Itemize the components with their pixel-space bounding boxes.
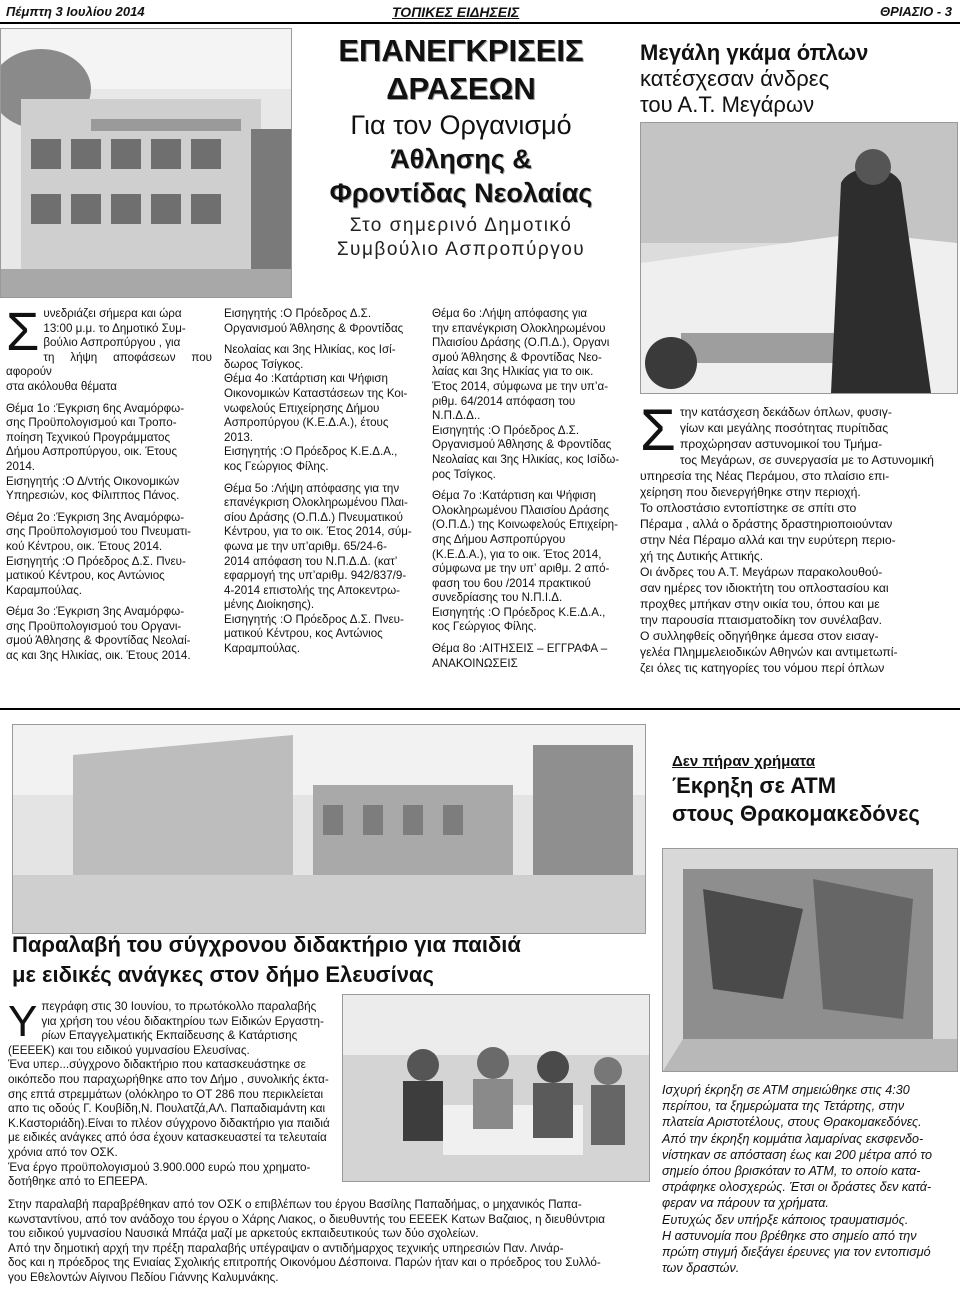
text-line: των δραστών. xyxy=(662,1261,740,1276)
article1-column-2-text xyxy=(224,307,420,657)
text-line: Θέμα 1ο :Έγκριση 6ης Αναμόρφω- xyxy=(6,401,185,415)
text-line: σης Προϋπολογισμού και Τροπο- xyxy=(6,416,177,430)
text-line: Ν.Π.Δ.Δ.. xyxy=(432,409,481,423)
text-line: μένης Διοίκησης). xyxy=(224,598,315,612)
text-line: ρος Τσίγκος. xyxy=(432,467,496,481)
text-line: σης Δήμου Ασπροπύργου xyxy=(432,532,566,546)
text-line: την κατάσχεση δεκάδων όπλων, φυσιγ- xyxy=(679,405,892,419)
text-line: απο τις οδούς Γ. Κουβίδη,Ν. Πουλατζά,ΑΛ. Παπαδιαμάντη και xyxy=(8,1102,326,1116)
text-line: 13:00 μ.μ. το Δημοτικό Συμ- xyxy=(43,321,186,335)
text-line: ποίηση Τεχνικού Προγράμματος xyxy=(6,430,171,444)
headline-line-2: ΔΡΑΣΕΩΝ xyxy=(386,71,536,106)
text-line: Καραμπούλας. xyxy=(224,642,301,656)
headline-line-3: Για τον Οργανισμό xyxy=(350,110,572,140)
text-line: σμού Άθλησης & Φροντίδας Νεο- xyxy=(432,350,602,364)
text-line: κωνσταντίνου, από τον ανάδοχο του έργου ο Χάρης Λιακος, ο διευθυντής του ΕΕΕΕΚ Κατων Βαζαιος, η διευθύντρια xyxy=(8,1212,605,1226)
article2-headline-line-2: κατέσχεσαν άνδρες xyxy=(640,66,830,91)
text-line: ματικού Κέντρου, κος Αντώνιος xyxy=(6,569,165,583)
text-line: Ασπροπύργου (Κ.Ε.Δ.Α.), έτους xyxy=(224,416,389,430)
article4-headline-line-2: στους Θρακομακεδόνες xyxy=(672,801,920,826)
text-line: σης Προϋπολογισμού του Οργανι- xyxy=(6,619,182,633)
article2-headline-line-3: του Α.Τ. Μεγάρων xyxy=(640,92,815,117)
text-line: κος Γεώργιος Φίλης. xyxy=(224,459,329,473)
text-line: με ειδικές ανάγκες από όσα έχουν κατασκευαστεί τα τελευταία xyxy=(8,1131,327,1145)
text-line: Θέμα 7ο :Κατάρτιση και Ψήφιση xyxy=(432,489,596,503)
text-line: Εισηγητής :Ο Πρόεδρος Δ.Σ. xyxy=(432,423,580,437)
text-line: ριθμ. 64/2014 απόφαση του xyxy=(432,394,576,408)
text-line: σίου Δράσης (Ο.Π.Δ.) Πνευματικού xyxy=(224,510,403,524)
text-line: στην Νέα Πέραμο αλλά και την ευρύτερη περιο- xyxy=(640,533,896,547)
text-line: Κέντρου, για το οικ. Έτος 2014, σύμ- xyxy=(224,525,412,539)
text-line: ζει όλες τις κατηγορίες του νόμου περί όπλων xyxy=(640,661,885,675)
text-line: Ο συλληφθείς οδηγήθηκε άμεσα στον εισαγ- xyxy=(640,629,879,643)
text-line: δωρος Τσίγκος. xyxy=(224,357,304,371)
text-line: χρόνια από τον ΟΣΚ. xyxy=(8,1145,118,1159)
text-line: Οι άνδρες του Α.Τ. Μεγάρων παρακολουθού- xyxy=(640,565,883,579)
section-title: ΤΟΠΙΚΕΣ ΕΙΔΗΣΕΙΣ xyxy=(392,4,520,20)
text-line: κος Γεώργιος Φίλης. xyxy=(432,620,537,634)
article3-body-text xyxy=(8,997,332,1190)
text-line: Ολοκληρωμένου Πλαισίου Δράσης xyxy=(432,503,610,517)
text-line: Θέμα 5ο :Λήψη απόφασης για την xyxy=(224,481,400,495)
text-line: νωφελούς Επιχείρησης Δήμου xyxy=(224,401,380,415)
text-line: σαν ημέρες τον ιδιοκτήτη του οπλοστασίου και xyxy=(640,581,889,595)
text-line: οικόπεδο που παραχωρήθηκε απο τον Δήμο , συνολικής έκτα- xyxy=(8,1072,329,1086)
text-line: Εισηγητής :Ο Δ/ντής Οικονομικών xyxy=(6,474,180,488)
article3-body-wide-text xyxy=(8,1198,648,1286)
headline-line-5: Φροντίδας Νεολαίας xyxy=(329,178,593,208)
headline-line-1: ΕΠΑΝΕΓΚΡΙΣΕΙΣ xyxy=(338,33,584,68)
section-rule xyxy=(0,708,960,710)
text-line: Ισχυρή έκρηξη σε ΑΤΜ σημειώθηκε στις 4:30 xyxy=(662,1083,910,1097)
text-line: Εισηγητής :Ο Πρόεδρος Δ.Σ. xyxy=(224,307,372,320)
text-line: Ένα έργο προϋπολογισμού 3.900.000 ευρώ που χρηματο- xyxy=(8,1160,311,1174)
text-line: Νεολαίας και 3ης Ηλικίας, κος Ισίδω- xyxy=(432,452,620,466)
text-line: Το οπλοστάσιο εντοπίστηκε σε σπίτι στο xyxy=(640,501,857,515)
text-line: περίπου, τα ξημερώματα της Τετάρτης, στην xyxy=(662,1099,905,1114)
text-line: σημείο όπου βρισκόταν το ΑΤΜ, το οποίο κατα- xyxy=(662,1164,921,1179)
article4-body-text xyxy=(662,1082,956,1276)
text-line: (Κ.Ε.Δ.Α.), για το οικ. Έτος 2014, xyxy=(432,547,602,561)
text-line: Θέμα 2ο :Έγκριση 3ης Αναμόρφω- xyxy=(6,510,185,524)
text-line: Θέμα 8ο :ΑΙΤΗΣΕΙΣ – ΕΓΓΡΑΦΑ – xyxy=(432,642,608,656)
text-line: ΑΝΑΚΟΙΝΩΣΕΙΣ xyxy=(432,656,518,670)
text-line: Ένα υπερ...σύγχρονο διδακτήριο που κατασκευάστηκε σε xyxy=(8,1058,306,1072)
text-line: πλατεία Αριστοτέλους, στους Θρακομακεδόνες. xyxy=(662,1115,922,1130)
text-line: γελέα Πλημμελειοδικών Αθηνών και αντιμετωπί- xyxy=(640,645,898,659)
article2-dropcap: Σ xyxy=(640,398,676,463)
article1-column-3-text xyxy=(432,307,632,671)
text-line: Η αστυνομία που βρέθηκε στο σημείο από την xyxy=(662,1228,917,1243)
text-line: ας και 3ης Ηλικίας, οικ. Έτους 2014. xyxy=(6,649,191,663)
police-photo xyxy=(640,122,958,394)
text-line: 2014 απόφαση του Ν.Π.Δ.Δ. (κατ’ xyxy=(224,554,398,568)
article4-headline-line-1: Έκρηξη σε ΑΤΜ xyxy=(672,773,837,798)
article4-body xyxy=(662,1082,956,1276)
issue-date: Πέμπτη 3 Ιουλίου 2014 xyxy=(6,4,145,19)
text-line: σης Προϋπολογισμού του Πνευματι- xyxy=(6,525,192,539)
text-line: τη λήψη αποφάσεων που αφορούν xyxy=(6,350,212,379)
article4-headline xyxy=(672,752,956,828)
article1-column-1 xyxy=(6,302,212,664)
text-line: Εισηγητής :Ο Πρόεδρος Κ.Ε.Δ.Α., xyxy=(432,605,606,619)
article3-dropcap: Υ xyxy=(8,997,38,1046)
text-line: υπηρεσία της Νέας Περάμου, στο πλαίσιο επι- xyxy=(640,469,890,483)
text-line: Από την δημοτική αρχή την πρέξη παραλαβής υπέγραψαν ο αντιδήμαρχος τεχνικής υπηρεσιών Παν. Λινάρ- xyxy=(8,1241,564,1255)
atm-photo xyxy=(662,848,958,1072)
text-line: Πέραμα , αλλά ο δράστης δραστηριοποιούνταν xyxy=(640,517,893,531)
text-line xyxy=(6,598,212,605)
header-rule xyxy=(0,22,960,24)
text-line: στράφηκε ολοσχερώς. Έτσι οι δράστες δεν κατά- xyxy=(662,1180,932,1195)
text-line: Θέμα 6ο :Λήψη απόφασης για xyxy=(432,307,588,320)
text-line: Από την έκρηξη κομμάτια λαμαρίνας εκσφενδο- xyxy=(662,1131,924,1146)
text-line: πρώτη στιγμή διεξάγει έρευνες για τον εντοπισμό xyxy=(662,1245,931,1260)
text-line: σης επτά στρεμμάτων (ολόκληρο το ΟΤ 286 που περικλείεται xyxy=(8,1087,324,1101)
text-line: την παρουσία πταισματοδίκη τον συνέλαβαν. xyxy=(640,613,883,627)
text-line xyxy=(432,635,632,642)
text-line xyxy=(6,504,212,511)
text-line: δος και η πρόεδρος της Ενιαίας Σχολικής επιτροπής Οικονόμου Δέσποινα. Παρών ήταν και ο πρόεδρος του Συλλό- xyxy=(8,1256,601,1270)
text-line: 4-2014 επιστολής της Αποκεντρω- xyxy=(224,583,400,597)
text-line: Εισηγητής :Ο Πρόεδρος Κ.Ε.Δ.Α., xyxy=(224,445,398,459)
text-line: φαση του 6ου /2014 πρακτικού xyxy=(432,576,591,590)
text-line: σμού Άθλησης & Φροντίδας Νεολαί- xyxy=(6,634,191,648)
text-line: φεραν να πάρουν τα χρήματα. xyxy=(662,1196,829,1211)
subheadline-line-2: Συμβούλιο Ασπροπύργου xyxy=(336,239,586,260)
text-line xyxy=(432,482,632,489)
headline-block xyxy=(292,32,630,262)
article3-headline xyxy=(12,930,652,990)
text-line: νίστηκαν σε απόσταση έως και 200 μέτρα από το xyxy=(662,1147,932,1162)
subheadline-line-1: Στο σημερινό Δημοτικό xyxy=(349,215,573,236)
article1-column-2 xyxy=(224,307,420,657)
article2-headline-line-1: Μεγάλη γκάμα όπλων xyxy=(640,40,869,65)
article3-headline-line-2: με ειδικές ανάγκες στον δήμο Ελευσίνας xyxy=(12,962,434,987)
text-line: συνεδρίασης του Ν.Π.Ι.Δ. xyxy=(432,591,563,605)
text-line: 2013. xyxy=(224,430,254,444)
text-line: φωνα με την υπ’αριθμ. 65/24-6- xyxy=(224,539,387,553)
article1-column-3 xyxy=(432,307,632,671)
text-line: ματικού Κέντρου, κος Αντώνιος xyxy=(224,627,383,641)
text-line: Στην παραλαβή παραβρέθηκαν από τον ΟΣΚ ο επιβλέπων του έργου Βασίλης Παπαδήμας, ο μηχανικός Παπα- xyxy=(8,1198,582,1211)
text-line: Θέμα 3ο :Έγκριση 3ης Αναμόρφω- xyxy=(6,605,185,619)
headline-line-4: Άθλησης & xyxy=(390,144,532,174)
text-line: του ειδικού γυμνασίου Ναυσικά Μπάζα μαζί με αρκετούς εκπαιδευτικούς των δύο σχολείων. xyxy=(8,1227,479,1241)
page-number: ΘΡΙΑΣΙΟ - 3 xyxy=(880,4,952,19)
text-line: Εισηγητής :Ο Πρόεδρος Δ.Σ. Πνευ- xyxy=(6,554,186,568)
article3-body xyxy=(8,997,332,1190)
text-line: εφαρμογή της υπ’αριθμ. 942/837/9- xyxy=(224,569,407,583)
article2-headline xyxy=(640,40,956,118)
text-line: Καραμπούλας. xyxy=(6,583,83,597)
text-line: βούλιο Ασπροπύργου , για xyxy=(43,336,181,350)
text-line: Οργανισμού Άθλησης & Φροντίδας xyxy=(224,321,404,335)
town-hall-photo xyxy=(0,28,292,298)
text-line: (Ο.Π.Δ.) της Κοινωφελούς Επιχείρη- xyxy=(432,518,618,532)
text-line xyxy=(6,395,212,402)
text-line: στα ακόλουθα θέματα xyxy=(6,379,117,393)
text-line: Ευτυχώς δεν υπήρξε κάποιος τραυματισμός. xyxy=(662,1212,909,1227)
text-line: Οργανισμού Άθλησης & Φροντίδας xyxy=(432,438,612,452)
article3-headline-line-1: Παραλαβή του σύγχρονου διδακτήριο για παιδιά xyxy=(12,932,521,957)
text-line: Θέμα 4ο :Κατάρτιση και Ψήφιση xyxy=(224,372,388,386)
school-photo xyxy=(12,724,646,934)
text-line: πεγράφη στις 30 Ιουνίου, το πρωτόκολλο παραλαβής xyxy=(41,1000,317,1013)
text-line: χή της Δυτικής Αττικής. xyxy=(640,549,764,563)
text-line: Οικονομικών Καταστάσεων της Κοι- xyxy=(224,386,408,400)
text-line: Εισηγητής :Ο Πρόεδρος Δ.Σ. Πνευ- xyxy=(224,612,404,626)
article3-body-wide xyxy=(8,1198,648,1286)
text-line: γίων και μεγάλης ποσότητας πυρίτιδας xyxy=(679,421,889,435)
text-line: προχθες μπήκαν στην οικία του, όπου και με xyxy=(640,597,880,611)
text-line: Κ.Καστοριάδη).Είναι το πλέον σύγχρονο διδακτήριο για παιδιά xyxy=(8,1116,330,1130)
text-line: δοτήθηκε από το ΕΠΕΕΡΑ. xyxy=(8,1175,148,1189)
text-line: τος Μεγάρων, σε συνεργασία με το Αστυνομική xyxy=(679,453,934,467)
text-line: επανέγκριση Ολοκληρωμένου Πλαι- xyxy=(224,496,408,510)
text-line: την επανέγκριση Ολοκληρωμένου xyxy=(432,321,606,335)
article4-kicker: Δεν πήραν χρήματα xyxy=(672,753,816,770)
article2-body xyxy=(640,398,956,676)
meeting-photo xyxy=(342,994,650,1182)
text-line: χείρηση που διενεργήθηκε στην περιοχή. xyxy=(640,485,861,499)
text-line: Πλαισίου Δράσης (Ο.Π.Δ.), Οργανι xyxy=(432,336,610,350)
text-line: (ΕΕΕΕΚ) και του ειδικού γυμνασίου Ελευσίνας. xyxy=(8,1043,250,1057)
text-line: Δήμου Ασπροπύργου, οικ. Έτους xyxy=(6,445,178,459)
text-line: υνεδριάζει σήμερα και ώρα xyxy=(43,307,182,320)
text-line xyxy=(224,336,420,343)
text-line: για χρήση του νέου διδακτηρίου των Ειδικών Εργαστη- xyxy=(41,1014,324,1028)
text-line: προχώρησαν αστυνομικοί του Τμήμα- xyxy=(679,437,883,451)
text-line: 2014. xyxy=(6,459,36,473)
text-line: σύμφωνα με την υπ’ αριθμ. 2 από- xyxy=(432,562,610,576)
article2-body-text xyxy=(640,398,956,676)
text-line: Υπηρεσιών, κος Φίλιππος Πάνος. xyxy=(6,489,180,503)
text-line xyxy=(224,475,420,482)
text-line: ρίων Επαγγελματικής Εκπαίδευσης & Κατάρτισης xyxy=(41,1029,298,1043)
article1-dropcap: Σ xyxy=(6,302,40,362)
text-line: κού Κέντρου, οικ. Έτους 2014. xyxy=(6,539,163,553)
text-line: Νεολαίας και 3ης Ηλικίας, κος Ισί- xyxy=(224,343,396,357)
text-line: Έτος 2014, σύμφωνα με την υπ’α- xyxy=(432,379,609,393)
text-line: γου Εθελοντών Αίγινου Πεδίου Γιάννης Καλυμνάκης. xyxy=(8,1270,279,1284)
text-line: λαίας και 3ης Ηλικίας για το οικ. xyxy=(432,365,594,379)
